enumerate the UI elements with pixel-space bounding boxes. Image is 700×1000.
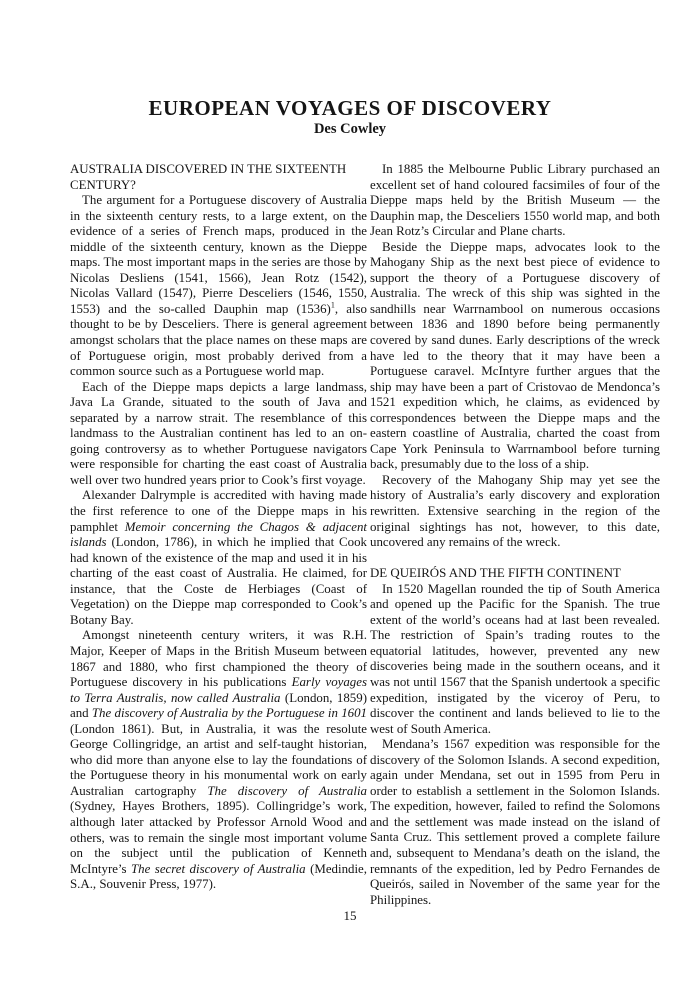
left-column (70, 162, 367, 893)
paragraph-text: (London 1861). But, in Australia, it was the resolute George Collingridge, an artist and self-taught historian, who did more than anyone else to lay the foundations of the Portuguese theory in his monumental work on early Australian cartography (70, 721, 367, 798)
book-title: The secret discovery of Australia (131, 861, 306, 876)
right-column (370, 162, 660, 908)
paragraph-text: , also thought to be by Desceliers. There is general agreement amongst scholars that the place names on these maps are of Portuguese origin, most probably derived from a common source such as a Portuguese world map. (70, 301, 367, 379)
footnote-marker: 1 (330, 300, 335, 310)
book-title: The discovery of Australia (207, 783, 367, 798)
paragraph-text: (London, 1786), in which he implied that Cook had known of the existence of the map and used it in his charting of the east coast of Australia. He claimed, for instance, that the Coste de Herbiages (Coast of Vegetation) on the Dieppe map corresponded to Cook’s Botany Bay. (70, 535, 367, 627)
paragraph-text: (London, 1859) and (70, 690, 367, 721)
paragraph-text: (Sydney, Hayes Brothers, 1895). Collingridge’s work, although later attacked by Professor Arnold Wood and others, was to remain the single most important volume on the subject until the publication of Kenneth McIntyre’s (70, 799, 367, 876)
paragraph: Mendana’s 1567 expedition was responsible for the discovery of the Solomon Islands. A second expedition, again under Mendana, set out in 1595 from Peru in order to establish a settlement in the Solomon Islands. The expedition, however, failed to refind the Solomons and the settlement was made instead on the island of Santa Cruz. This settlement proved a complete failure and, subsequent to Mendana’s death on the island, the remnants of the expedition, led by Pedro Fernandes de Queirós, sailed in November of the same year for the Philippines. (370, 737, 660, 907)
paragraph (70, 628, 367, 892)
paragraph: Beside the Dieppe maps, advocates look to the Mahogany Ship as the next best piece of evidence to support the theory of a Portuguese discovery of Australia. The wreck of this ship was sighted in the sandhills near Warrnambool on numerous occasions between 1836 and 1890 before being permanently covered by sand dunes. Early descriptions of the wreck have led to the theory that it may have been a Portuguese caravel. McIntyre further argues that the ship may have been a part of Cristovao de Mendonca’s 1521 expedition which, he claims, as evidenced by correspondences between the Dieppe maps and the eastern coastline of Australia, charted the coast from Cape York Peninsula to Warrnambool before turning back, presumably due to the loss of a ship. (370, 239, 660, 472)
book-title: Early voyages to Terra Australis, now called Australia (70, 675, 367, 705)
article-header (0, 96, 700, 138)
paragraph: Each of the Dieppe maps depicts a large landmass, Java La Grande, situated to the south of Java and separated by a narrow strait. The resemblance of this landmass to the Australian continent has led to an on-going controversy as to whether Portuguese navigators were responsible for charting the east coast of Australia well over two hundred years prior to Cook’s first voyage. (70, 379, 367, 487)
book-title: The discovery of Australia by the Portuguese in 1601 (91, 706, 367, 721)
page-number: 15 (343, 908, 357, 923)
book-title: Memoir concerning the Chagos & adjacent islands (70, 519, 367, 550)
section-heading-de-queiros: DE QUEIRÓS AND THE FIFTH CONTINENT (370, 566, 621, 581)
paragraph: In 1885 the Melbourne Public Library purchased an excellent set of hand coloured facsimiles of four of the Dieppe maps held by the British Museum — the Dauphin map, the Desceliers 1550 world map, and both Jean Rotz’s Circular and Plane charts. (370, 162, 660, 239)
paragraph: In 1520 Magellan rounded the tip of South America and opened up the Pacific for the Spanish. The true extent of the world’s oceans had at last been revealed. The restriction of Spain’s trading routes to the equatorial latitudes, however, prevented any new discoveries being made in the southern oceans, and it was not until 1567 that the Spanish undertook a specific expedition, instigated by the viceroy of Peru, to discover the continent and lands believed to lie to the west of South America. (370, 581, 660, 736)
paragraph-text: Amongst nineteenth century writers, it was R.H. Major, Keeper of Maps in the British Museum between 1867 and 1880, who first championed the theory of Portuguese discovery in his publications (70, 628, 367, 690)
article-author: Des Cowley (313, 121, 387, 137)
paragraph: Recovery of the Mahogany Ship may yet see the history of Australia’s early discovery and exploration rewritten. Extensive searching in the region of the original sightings has not, however, to this date, uncovered any remains of the wreck. (370, 472, 660, 550)
paragraph-text: The argument for a Portuguese discovery of Australia in the sixteenth century rests, to a large extent, on the evidence of a series of French maps, produced in the middle of the sixteenth century, known as the Dieppe maps. The most important maps in the series are those by Nicolas Desliens (1541, 1566), Jean Rotz (1542), Nicolas Vallard (1547), Pierre Desceliers (1546, 1550, 1553) and the so-called Dauphin map (1536) (70, 193, 367, 316)
paragraph (70, 488, 367, 628)
section-spacer (370, 551, 660, 567)
paragraph-text: (Medindie, S.A., Souvenir Press, 1977). (70, 861, 367, 892)
paragraph (70, 193, 367, 380)
section-heading-australia-discovered: AUSTRALIA DISCOVERED IN THE SIXTEENTH CENTURY? (70, 162, 347, 192)
paragraph-text: Alexander Dalrymple is accredited with having made the first reference to one of the Dieppe maps in his pamphlet (70, 488, 367, 534)
article-title: EUROPEAN VOYAGES OF DISCOVERY (148, 96, 552, 120)
